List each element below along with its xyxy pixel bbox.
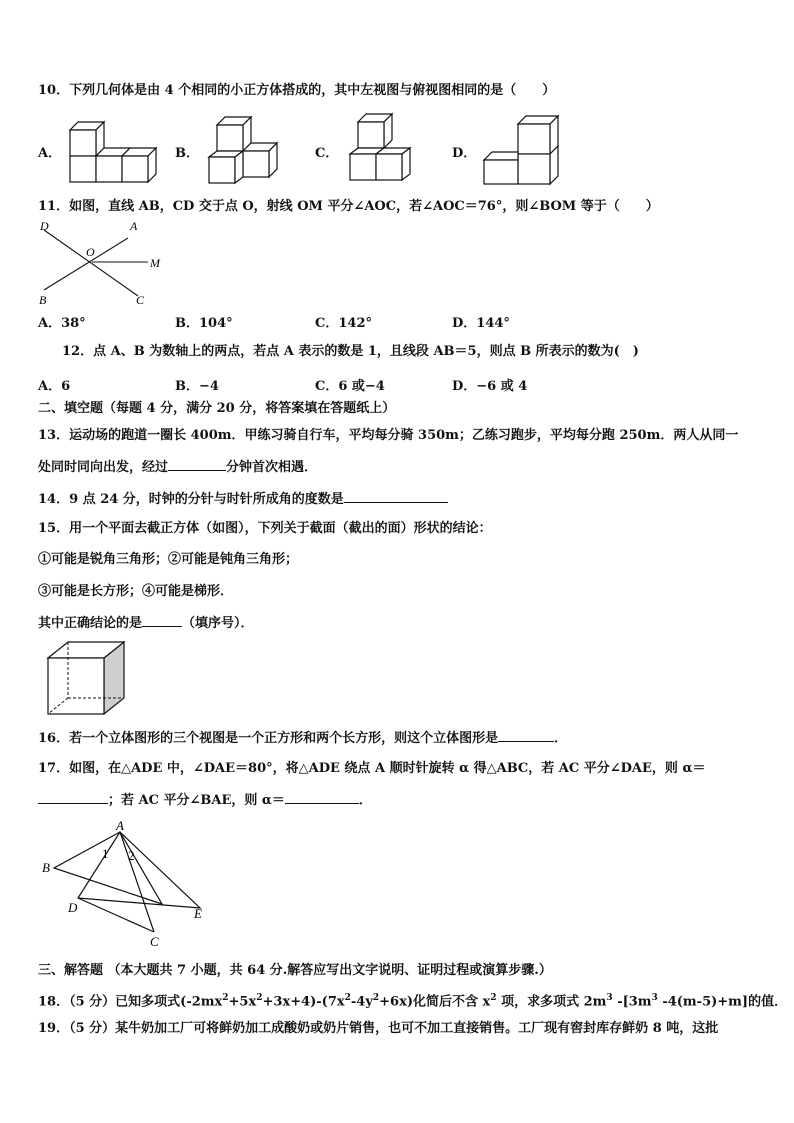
q17-figure — [38, 820, 218, 950]
q15-line1: 15．用一个平面去截正方体（如图），下列关于截面（截出的面）形状的结论： — [38, 521, 492, 536]
q13-text-b: 分钟首次相遇． — [226, 460, 318, 475]
q18-exp: 2 — [490, 993, 497, 1003]
label-o: O — [86, 245, 95, 259]
label-a: A — [116, 818, 124, 833]
q16-end: ． — [554, 731, 568, 746]
q11-stem: 11．如图，直线 AB，CD 交于点 O，射线 OM 平分∠AOC，若∠AOC＝76°，则∠BOM 等于（ ） — [38, 199, 659, 214]
q11-option-c: C．142° — [315, 316, 372, 331]
q12-option-c: C．6 或−4 — [315, 379, 385, 394]
q10-option-b: B． — [175, 146, 199, 161]
q17-line1: 17．如图，在△ADE 中，∠DAE＝80°，将△ADE 绕点 A 顺时针旋转 α 得△ABC，若 AC 平分∠DAE，则 α＝ — [38, 761, 706, 776]
q11-option-b: B．104° — [175, 316, 233, 331]
q18-exp: 2 — [344, 993, 351, 1003]
label-e: E — [194, 906, 202, 921]
q10-option-d: D． — [452, 146, 477, 161]
label-a: A — [130, 219, 138, 233]
q18-part-f: 项，求多项式 2m — [496, 994, 607, 1010]
q14-line — [38, 490, 448, 509]
q18-part-e: +6x)化简后不含 x — [379, 994, 491, 1010]
q18-part-d: -4y — [350, 994, 373, 1010]
q19-line: 19．（5 分）某牛奶加工厂可将鲜奶加工成酸奶或奶片销售，也可不加工直接销售。工厂现有窖封库存鲜奶 8 吨，这批 — [38, 1021, 719, 1036]
q17-answer-blank-1[interactable] — [38, 791, 108, 804]
q11-option-a: A．38° — [38, 316, 86, 331]
label-angle-1: 1 — [102, 846, 109, 861]
q14-text: 14．9 点 24 分，时钟的分针与时针所成角的度数是 — [38, 492, 344, 507]
q15-answer-blank[interactable] — [142, 614, 182, 627]
q11-figure — [38, 220, 168, 305]
label-b: B — [42, 860, 50, 875]
q15-line2: ①可能是锐角三角形；②可能是钝角三角形； — [38, 552, 299, 567]
q12-option-b: B．−4 — [175, 379, 219, 394]
label-c: C — [150, 934, 159, 949]
label-c: C — [136, 293, 145, 307]
q17-text-b: ． — [358, 793, 372, 808]
q13-line1: 13．运动场的跑道一圈长 400m．甲练习骑自行车，平均每分骑 350m；乙练习跑步，平均每分跑 250m．两人从同一 — [38, 428, 739, 443]
q13-line2 — [38, 458, 317, 477]
q12-option-a: A．6 — [38, 379, 71, 394]
q18-part-b: +5x — [228, 994, 257, 1010]
q14-answer-blank[interactable] — [344, 490, 448, 503]
q18-part-g: -[3m — [612, 994, 652, 1010]
q15-text-b: （填序号）． — [182, 616, 254, 631]
label-m: M — [150, 256, 160, 270]
q18-part-c: +3x+4)-(7x — [262, 994, 345, 1010]
q16-answer-blank[interactable] — [498, 729, 554, 742]
label-d: D — [40, 219, 49, 233]
q15-line4 — [38, 614, 254, 633]
q10-figure-c — [346, 114, 424, 182]
q10-option-a: A． — [38, 146, 62, 161]
q17-text-a: ；若 AC 平分∠BAE，则 α＝ — [108, 793, 285, 808]
section3-heading: 三、解答题 （本大题共 7 小题，共 64 分.解答应写出文字说明、证明过程或演算步骤.） — [38, 963, 552, 978]
q13-text-a: 处同时同向出发，经过 — [38, 460, 169, 475]
q12-stem: 12．点 A、B 为数轴上的两点，若点 A 表示的数是 1，且线段 AB＝5，则点 B 所表示的数为( ) — [62, 344, 639, 359]
q15-cube-figure — [44, 640, 128, 718]
q10-stem: 10．下列几何体是由 4 个相同的小正方体搭成的，其中左视图与俯视图相同的是（ ） — [38, 83, 556, 98]
q16-line — [38, 729, 567, 748]
q15-text-a: 其中正确结论的是 — [38, 616, 143, 631]
q18-exp: 3 — [606, 993, 613, 1003]
q18-line — [38, 989, 787, 1011]
q10-figure-b — [205, 117, 280, 185]
q18-exp: 2 — [372, 993, 380, 1003]
section2-heading: 二、填空题（每题 4 分，满分 20 分，将答案填在答题纸上） — [38, 401, 396, 416]
q16-text: 16．若一个立体图形的三个视图是一个正方形和两个长方形，则这个立体图形是 — [38, 731, 499, 746]
q12-option-d: D．−6 或 4 — [452, 379, 528, 394]
q17-line2 — [38, 791, 372, 810]
q11-option-d: D．144° — [452, 316, 510, 331]
q18-part-h: -4(m-5)+m]的值． — [657, 994, 788, 1010]
q17-answer-blank-2[interactable] — [285, 791, 359, 804]
q10-figure-d — [482, 116, 562, 186]
q10-option-c: C． — [315, 146, 339, 161]
q18-part-a: 18．（5 分）已知多项式(-2mx — [38, 994, 223, 1010]
q13-answer-blank[interactable] — [168, 458, 226, 471]
q18-exp: 2 — [222, 993, 229, 1003]
label-d: D — [68, 900, 78, 915]
q18-exp: 3 — [651, 993, 658, 1003]
q18-exp: 2 — [256, 993, 263, 1003]
q10-figure-a — [68, 122, 164, 184]
label-angle-2: 2 — [128, 848, 135, 863]
q15-line3: ③可能是长方形；④可能是梯形． — [38, 584, 234, 599]
label-b: B — [39, 293, 47, 307]
